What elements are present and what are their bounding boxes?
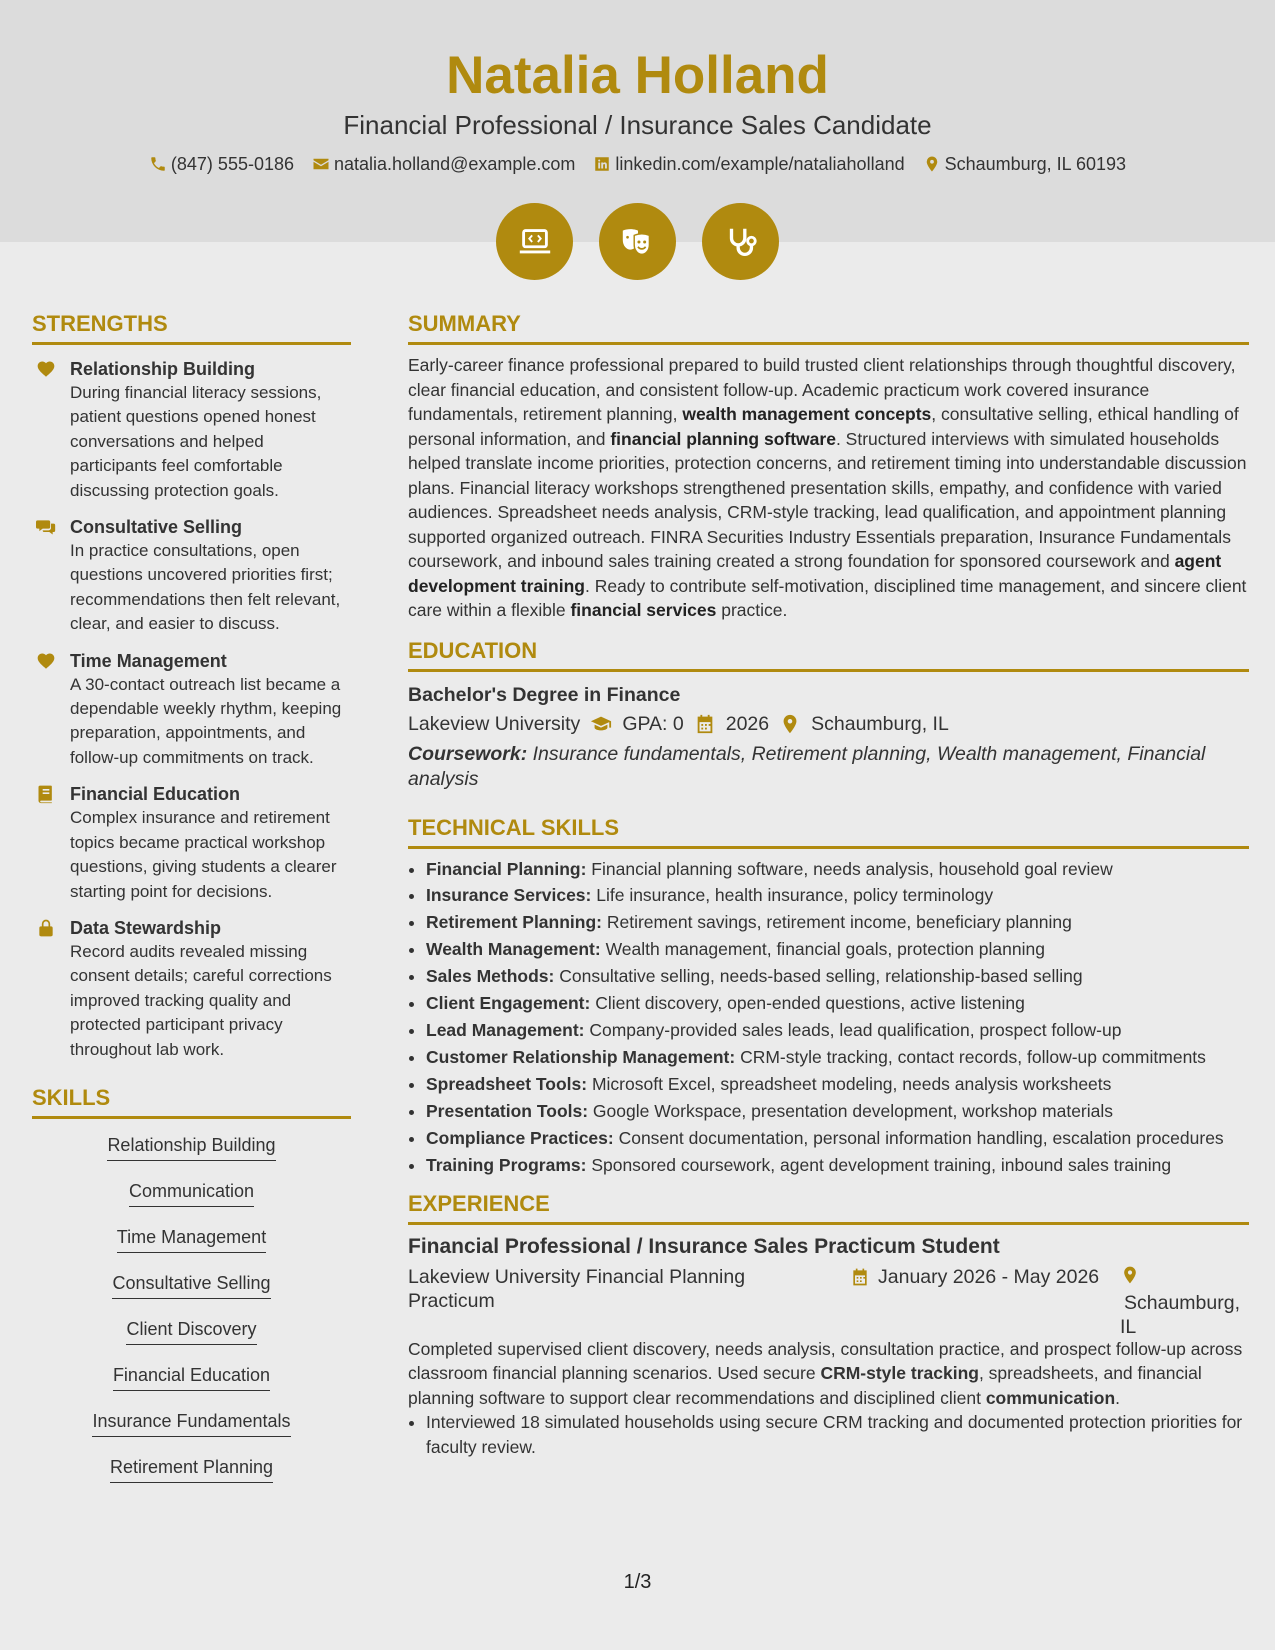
technical-skills-list: [408, 857, 1249, 1178]
tech-skill-item: • Compliance Practices: Consent documentation, personal information handling, escalation procedures: [426, 1126, 1249, 1150]
lock-icon: [36, 918, 56, 938]
job-meta: [408, 1261, 1249, 1337]
skill-tag: Time Management: [117, 1225, 266, 1253]
strength-title: Relationship Building: [70, 359, 255, 379]
phone-text: (847) 555-0186: [170, 154, 294, 174]
experience-heading: EXPERIENCE: [408, 1190, 1249, 1225]
map-pin-icon: [779, 713, 801, 735]
tech-skill-item: • Client Engagement: Client discovery, open-ended questions, active listening: [426, 991, 1249, 1015]
degree-title: Bachelor's Degree in Finance: [408, 683, 681, 706]
envelope-icon: [312, 155, 330, 173]
education-heading: EDUCATION: [408, 637, 1249, 672]
skills-heading: SKILLS: [32, 1084, 351, 1119]
contact-bar: [0, 152, 1275, 176]
heart-icon: [36, 651, 56, 671]
strength-title: Data Stewardship: [70, 917, 222, 938]
phone-icon: [149, 155, 167, 173]
tech-skill-item: • Insurance Services: Life insurance, health insurance, policy terminology: [426, 883, 1249, 907]
strength-desc: In practice consultations, open questions uncovered priorities first; recommendations then felt relevant, clear, and easier to discuss.: [70, 541, 341, 634]
strength-desc: A 30-contact outreach list became a dependable weekly rhythm, keeping preparation, appointments, and follow-up commitments on track.: [70, 674, 342, 767]
school-location: Schaumburg, IL: [811, 712, 949, 735]
gpa-text: GPA: 0: [622, 712, 684, 735]
graduation-year: 2026: [725, 712, 770, 735]
contact-phone[interactable]: [149, 152, 294, 176]
calendar-icon: [694, 713, 716, 735]
tech-skill-item: • Presentation Tools: Google Workspace, presentation development, workshop materials: [426, 1099, 1249, 1123]
tech-skill-item: • Spreadsheet Tools: Microsoft Excel, spreadsheet modeling, needs analysis worksheets: [426, 1072, 1249, 1096]
tech-skill-item: • Financial Planning: Financial planning software, needs analysis, household goal review: [426, 857, 1249, 881]
comments-icon: [36, 517, 56, 537]
strength-desc: Complex insurance and retirement topics became practical workshop questions, giving students a clearer starting point for decisions.: [70, 808, 337, 901]
skill-tag: Relationship Building: [107, 1133, 275, 1161]
skills-list: [32, 1133, 351, 1501]
skill-tag: Communication: [129, 1179, 254, 1207]
contact-email[interactable]: [312, 152, 575, 176]
coursework: Coursework: Insurance fundamentals, Retirement planning, Wealth management, Financial analysis: [408, 742, 1206, 790]
laptop-code-icon: [496, 203, 573, 280]
calendar-icon: [850, 1267, 870, 1287]
linkedin-icon: [593, 155, 611, 173]
strengths-list: [32, 357, 351, 1062]
contact-linkedin[interactable]: [593, 152, 904, 176]
strength-item: [32, 357, 351, 503]
left-column: [32, 310, 351, 1501]
summary-text: Early-career finance professional prepared to build trusted client relationships through thoughtful discovery, clear financial education, and consistent follow-up. Academic practicum work covered insurance fundamentals, retirement planning, wealth management concepts, consultative selling, ethical handling of personal information, and financial planning software. Structured interviews with simulated households helped translate income priorities, protection concerns, and retirement timing into understandable discussion plans. Financial literacy workshops strengthened presentation skills, empathy, and confidence with varied audiences. Spreadsheet needs analysis, CRM-style tracking, lead qualification, and appointment planning supported organized outreach. FINRA Securities Industry Essentials preparation, Insurance Fundamentals coursework, and inbound sales training created a strong foundation for sponsored coursework and agent development training. Ready to contribute self-motivation, disciplined time management, and sincere client care within a flexible financial services practice.: [408, 355, 1247, 620]
tech-skill-item: • Sales Methods: Consultative selling, needs-based selling, relationship-based selling: [426, 964, 1249, 988]
skill-tag: Consultative Selling: [112, 1271, 270, 1299]
job-organization: Lakeview University Financial Planning Practicum: [408, 1265, 746, 1312]
skills-section: [32, 1084, 351, 1501]
tech-skill-item: • Retirement Planning: Retirement savings, retirement income, beneficiary planning: [426, 910, 1249, 934]
skill-tag: Insurance Fundamentals: [92, 1409, 290, 1437]
heart-icon: [36, 359, 56, 379]
strength-title: Consultative Selling: [70, 517, 243, 538]
map-pin-icon: [1120, 1265, 1140, 1285]
job-bullet: • Interviewed 18 simulated households using secure CRM tracking and documented protection priorities for faculty review.: [426, 1410, 1249, 1459]
education-meta: [408, 710, 1249, 738]
strengths-heading: STRENGTHS: [32, 310, 351, 345]
strength-item: [32, 649, 351, 771]
job-dates: January 2026 - May 2026: [850, 1265, 1099, 1289]
interest-icons: [0, 203, 1275, 280]
job-title: Financial Professional / Insurance Sales Practicum Student: [408, 1234, 1000, 1258]
right-column: [408, 310, 1249, 1459]
stethoscope-icon: [702, 203, 779, 280]
strength-item: [32, 515, 351, 637]
tech-skill-item: • Wealth Management: Wealth management, financial goals, protection planning: [426, 937, 1249, 961]
tech-skill-item: • Lead Management: Company-provided sales leads, lead qualification, prospect follow-up: [426, 1018, 1249, 1042]
summary-heading: SUMMARY: [408, 310, 1249, 345]
skill-tag: Financial Education: [113, 1363, 270, 1391]
graduation-cap-icon: [590, 713, 612, 735]
strength-desc: Record audits revealed missing consent details; careful corrections improved tracking quality and protected participant privacy throughout lab work.: [70, 941, 332, 1059]
school-name: Lakeview University: [408, 712, 581, 735]
technical-skills-heading: TECHNICAL SKILLS: [408, 814, 1249, 849]
location-text: Schaumburg, IL 60193: [944, 154, 1127, 174]
skill-tag: Retirement Planning: [110, 1455, 273, 1483]
linkedin-text: linkedin.com/example/nataliaholland: [615, 154, 905, 174]
contact-location: [923, 152, 1126, 176]
strength-title: Time Management: [70, 650, 227, 671]
skill-tag: Client Discovery: [126, 1317, 256, 1345]
page-number: 1/3: [623, 1571, 652, 1593]
strength-item: [32, 782, 351, 904]
header-band: [0, 0, 1275, 242]
job-bullets: [408, 1410, 1249, 1459]
book-icon: [36, 784, 56, 804]
job-description: Completed supervised client discovery, needs analysis, consultation practice, and prospect follow-up across classroom financial planning scenarios. Used secure CRM-style tracking, spreadsheets, and financial planning software to support clear recommendations and disciplined client communication.: [408, 1338, 1243, 1408]
candidate-name: Natalia Holland: [446, 46, 829, 105]
candidate-title: Financial Professional / Insurance Sales Candidate: [343, 110, 932, 140]
map-pin-icon: [923, 155, 941, 173]
tech-skill-item: • Customer Relationship Management: CRM-style tracking, contact records, follow-up commitments: [426, 1045, 1249, 1069]
theater-masks-icon: [599, 203, 676, 280]
email-text: natalia.holland@example.com: [334, 154, 576, 174]
strength-desc: During financial literacy sessions, patient questions opened honest conversations and helped participants feel comfortable discussing protection goals.: [70, 383, 322, 500]
strength-title: Financial Education: [70, 784, 241, 805]
tech-skill-item: • Training Programs: Sponsored coursework, agent development training, inbound sales training: [426, 1153, 1249, 1177]
job-location: Schaumburg, IL: [1120, 1265, 1250, 1339]
strength-item: [32, 916, 351, 1062]
